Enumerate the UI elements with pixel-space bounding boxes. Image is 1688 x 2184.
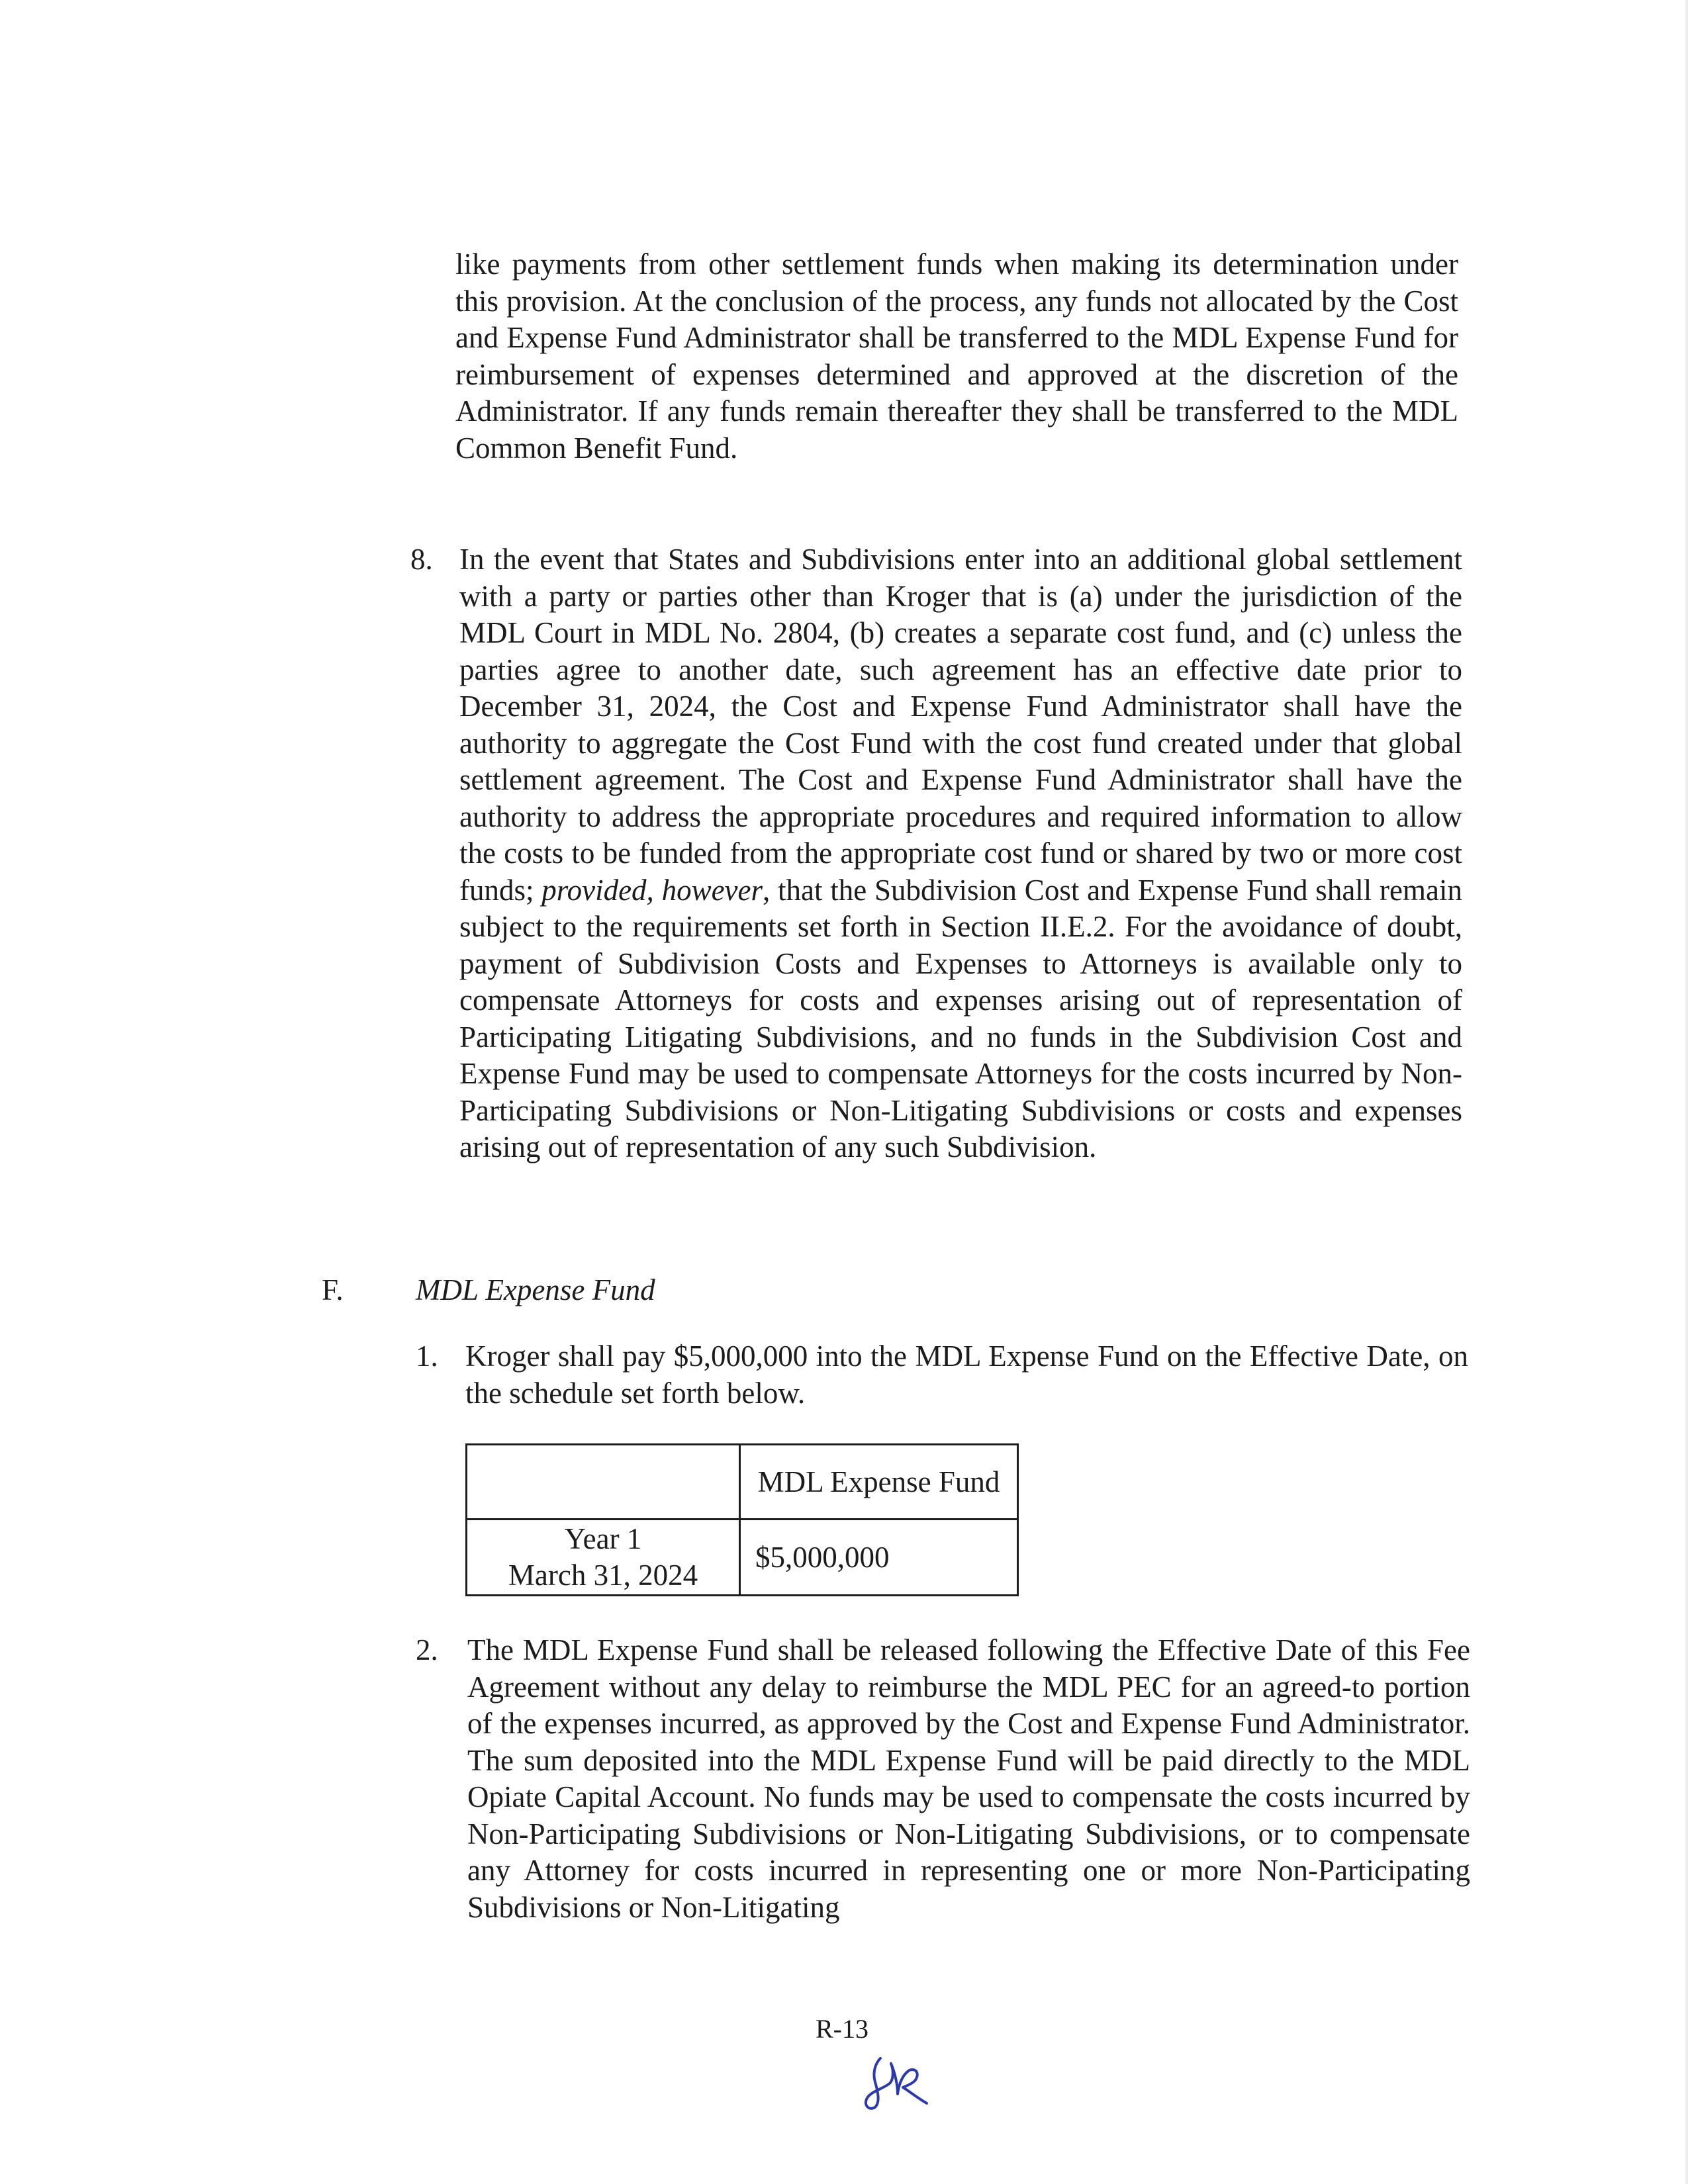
expense-fund-table: [465, 1443, 1019, 1596]
section-f-item-1-paragraph: Kroger shall pay $5,000,000 into the MDL Expense Fund on the Effective Date, on the schedule set forth below.: [465, 1340, 1468, 1410]
table-header-row: [467, 1445, 1018, 1520]
scan-edge-shadow: [1685, 0, 1688, 2184]
section-f-item-2-paragraph: The MDL Expense Fund shall be released following the Effective Date of this Fee Agreement without any delay to reimburse the MDL PEC for an agreed-to portion of the expenses incurred, as approved by the Cost and Expense Fund Administrator. The sum deposited into the MDL Expense Fund will be paid directly to the MDL Opiate Capital Account. No funds may be used to compensate the costs incurred by Non-Participating Subdivisions or Non-Litigating Subdivisions, or to compensate any Attorney for costs incurred in representing one or more Non-Participating Subdivisions or Non-Litigating: [467, 1633, 1470, 1924]
handwritten-initials-signature: [861, 2050, 940, 2110]
table-cell-year: Year 1: [564, 1522, 642, 1555]
table-header-mdl-expense-fund: MDL Expense Fund: [740, 1445, 1018, 1520]
section-f-item-1-number: 1.: [416, 1340, 438, 1373]
item-8-italic-proviso: provided, however: [541, 873, 763, 907]
table-row: [467, 1520, 1018, 1596]
section-f-title: MDL Expense Fund: [416, 1273, 655, 1306]
section-f-letter: F.: [322, 1273, 344, 1306]
table-header-blank-cell: [467, 1445, 740, 1520]
page-number: R-13: [816, 2014, 868, 2044]
table-cell-amount: $5,000,000: [740, 1520, 1018, 1596]
item-8-text-after: , that the Subdivision Cost and Expense Fund shall remain subject to the requirements set forth in Section II.E.2. For the avoidance of doubt, payment of Subdivision Costs and Expenses to Attorneys is available only to compensate Attorneys for costs and expenses arising out of representation of Participating Litigating Subdivisions, and no funds in the Subdivision Cost and Expense Fund may be used to compensate Attorneys for the costs incurred by Non-Participating Subdivisions or Non-Litigating Subdivisions or costs and expenses arising out of representation of any such Subdivision.: [459, 873, 1462, 1163]
section-f-item-2-number: 2.: [416, 1633, 438, 1666]
continuation-paragraph: like payments from other settlement funds when making its determination under this provision. At the conclusion of the process, any funds not allocated by the Cost and Expense Fund Administrator shall be transferred to the MDL Expense Fund for reimbursement of expenses determined and approved at the discretion of the Administrator. If any funds remain thereafter they shall be transferred to the MDL Common Benefit Fund.: [455, 248, 1458, 465]
item-8-number: 8.: [410, 543, 433, 576]
table-cell-date: March 31, 2024: [508, 1559, 698, 1592]
table-cell-period: [467, 1520, 740, 1596]
item-8-paragraph: [459, 541, 1462, 1166]
item-8-text-before: In the event that States and Subdivisions enter into an additional global settlement with a party or parties other than Kroger that is (a) under the jurisdiction of the MDL Court in MDL No. 2804, (b) creates a separate cost fund, and (c) unless the parties agree to another date, such agreement has an effective date prior to December 31, 2024, the Cost and Expense Fund Administrator shall have the authority to aggregate the Cost Fund with the cost fund created under that global settlement agreement. The Cost and Expense Fund Administrator shall have the authority to address the appropriate procedures and required information to allow the costs to be funded from the appropriate cost fund or shared by two or more cost funds;: [459, 543, 1462, 907]
